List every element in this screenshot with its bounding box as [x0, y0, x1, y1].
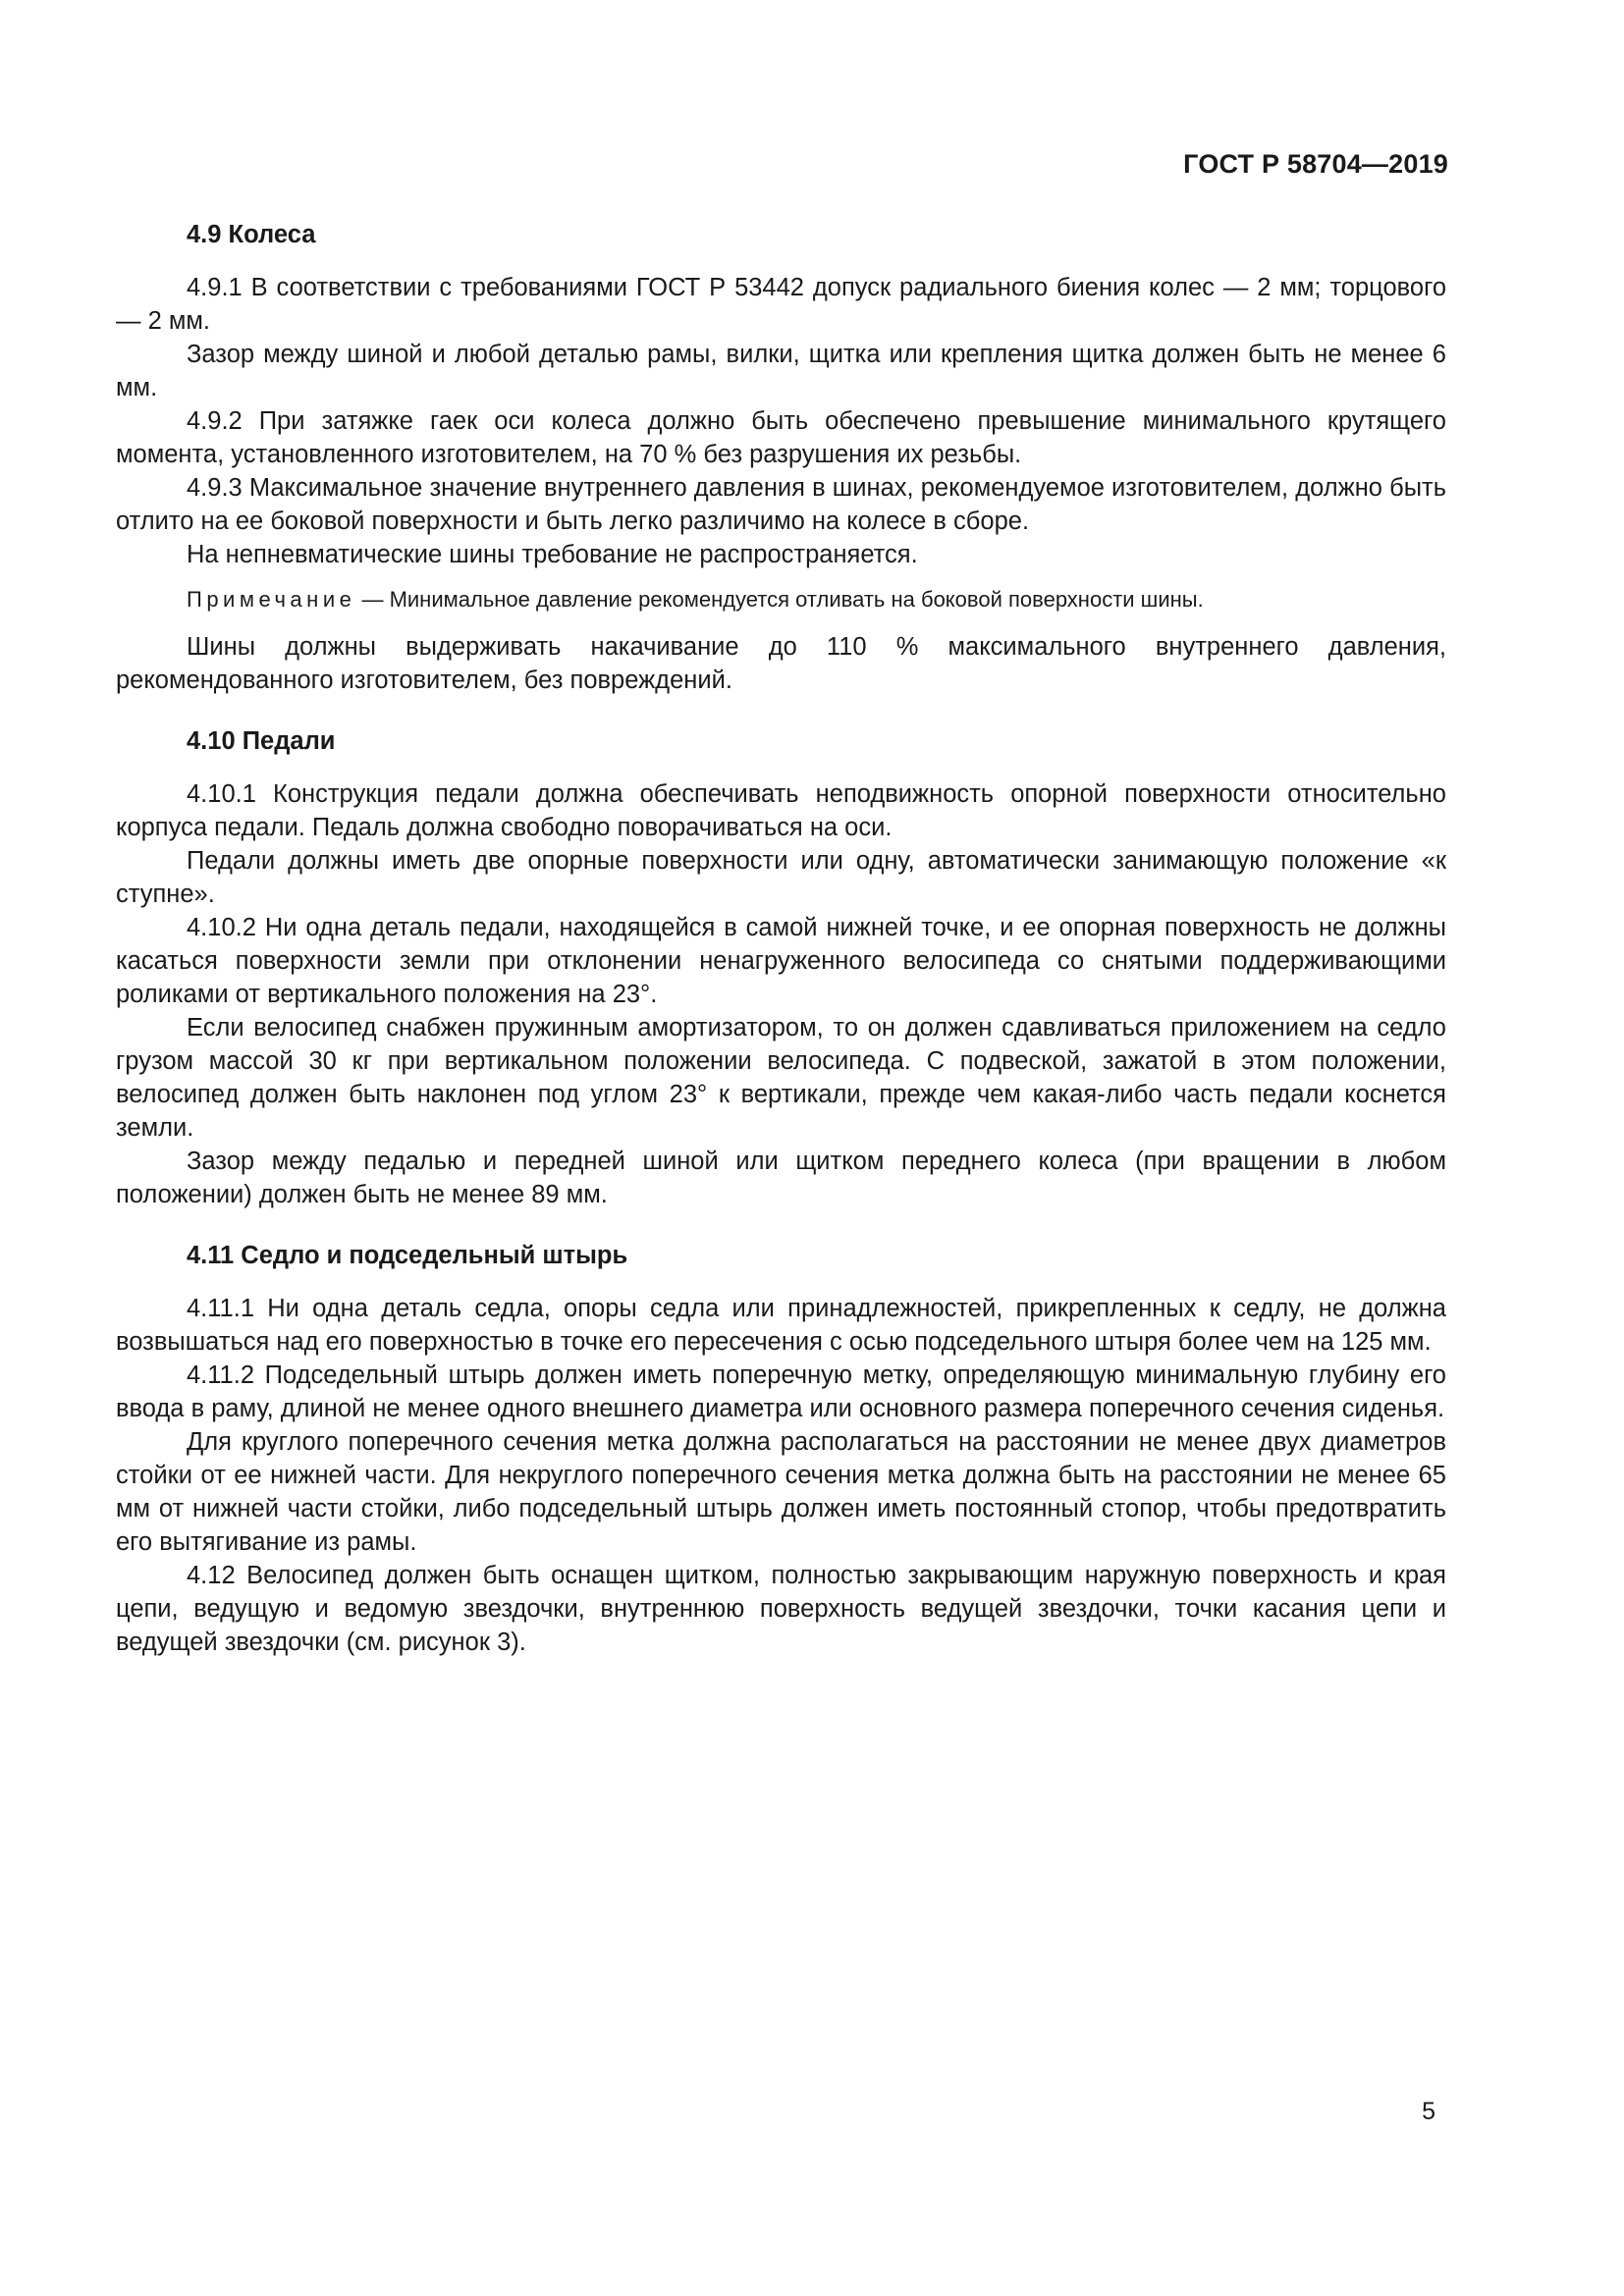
- document-body: [116, 218, 1446, 1686]
- paragraph: 4.11.2 Подседельный штырь должен иметь поперечную метку, определяющую минимальную глубину его ввода в раму, длиной не менее одного внешнего диаметра или основного размера поперечного сечения сиденья.: [116, 1362, 1446, 1422]
- paragraph: Если велосипед снабжен пружинным амортизатором, то он должен сдавливаться приложением на седло грузом массой 30 кг при вертикальном положении велосипеда. С подвеской, зажатой в этом положении, велосипед должен быть наклонен под углом 23° к вертикали, прежде чем какая-либо часть педали коснется земли.: [116, 1014, 1446, 1142]
- section-title: 4.9 Колеса: [187, 221, 316, 248]
- paragraph: 4.9.3 Максимальное значение внутреннего давления в шинах, рекомендуемое изготовителем, должно быть отлито на ее боковой поверхности и быть легко различимо на колесе в сборе.: [116, 474, 1446, 535]
- page-number: 5: [1422, 2098, 1435, 2125]
- paragraph: 4.12 Велосипед должен быть оснащен щитком, полностью закрывающим наружную поверхность и края цепи, ведущую и ведомую звездочки, внутреннюю поверхность ведущей звездочки, точки касания цепи и ведущей звездочки (см. рисунок 3).: [116, 1562, 1446, 1656]
- paragraph: Шины должны выдерживать накачивание до 110 % максимального внутреннего давления, рекомендованного изготовителем, без повреждений.: [116, 633, 1446, 694]
- paragraph: 4.11.1 Ни одна деталь седла, опоры седла или принадлежностей, прикрепленных к седлу, не должна возвышаться над его поверхностью в точке его пересечения с осью подседельного штыря более чем на 125 мм.: [116, 1295, 1446, 1356]
- section-pedals: [116, 724, 1446, 1211]
- paragraph: На непневматические шины требование не распространяется.: [187, 541, 918, 568]
- note-text: — Минимальное давление рекомендуется отливать на боковой поверхности шины.: [355, 587, 1204, 612]
- section-saddle: [116, 1239, 1446, 1659]
- paragraph: 4.10.2 Ни одна деталь педали, находящейся в самой нижней точке, и ее опорная поверхность не должны касаться поверхности земли при отклонении ненагруженного велосипеда со снятыми поддерживающими роликами от вертикального положения на 23°.: [116, 914, 1446, 1008]
- paragraph: 4.10.1 Конструкция педали должна обеспечивать неподвижность опорной поверхности относительно корпуса педали. Педаль должна свободно поворачиваться на оси.: [116, 780, 1446, 841]
- note: [116, 585, 1446, 614]
- paragraph: Педали должны иметь две опорные поверхности или одну, автоматически занимающую положение «к ступне».: [116, 847, 1446, 908]
- paragraph: Зазор между педалью и передней шиной или щитком переднего колеса (при вращении в любом положении) должен быть не менее 89 мм.: [116, 1148, 1446, 1208]
- section-wheels: [116, 218, 1446, 697]
- paragraph: Для круглого поперечного сечения метка должна располагаться на расстоянии не менее двух диаметров стойки от ее нижней части. Для некруглого поперечного сечения метка должна быть на расстоянии не менее 65 мм от нижней части стойки, либо подседельный штырь должен иметь постоянный стопор, чтобы предотвратить его вытягивание из рамы.: [116, 1428, 1446, 1556]
- section-title: 4.10 Педали: [187, 727, 336, 755]
- paragraph: 4.9.2 При затяжке гаек оси колеса должно быть обеспечено превышение минимального крутящего момента, установленного изготовителем, на 70 % без разрушения их резьбы.: [116, 407, 1446, 468]
- paragraph: Зазор между шиной и любой деталью рамы, вилки, щитка или крепления щитка должен быть не менее 6 мм.: [116, 341, 1446, 401]
- note-label: Примечание: [187, 587, 356, 612]
- paragraph: 4.9.1 В соответствии с требованиями ГОСТ Р 53442 допуск радиального биения колес — 2 мм; торцового — 2 мм.: [116, 274, 1446, 335]
- section-title: 4.11 Седло и подседельный штырь: [187, 1242, 628, 1269]
- document-id-header: ГОСТ Р 58704—2019: [1183, 149, 1448, 179]
